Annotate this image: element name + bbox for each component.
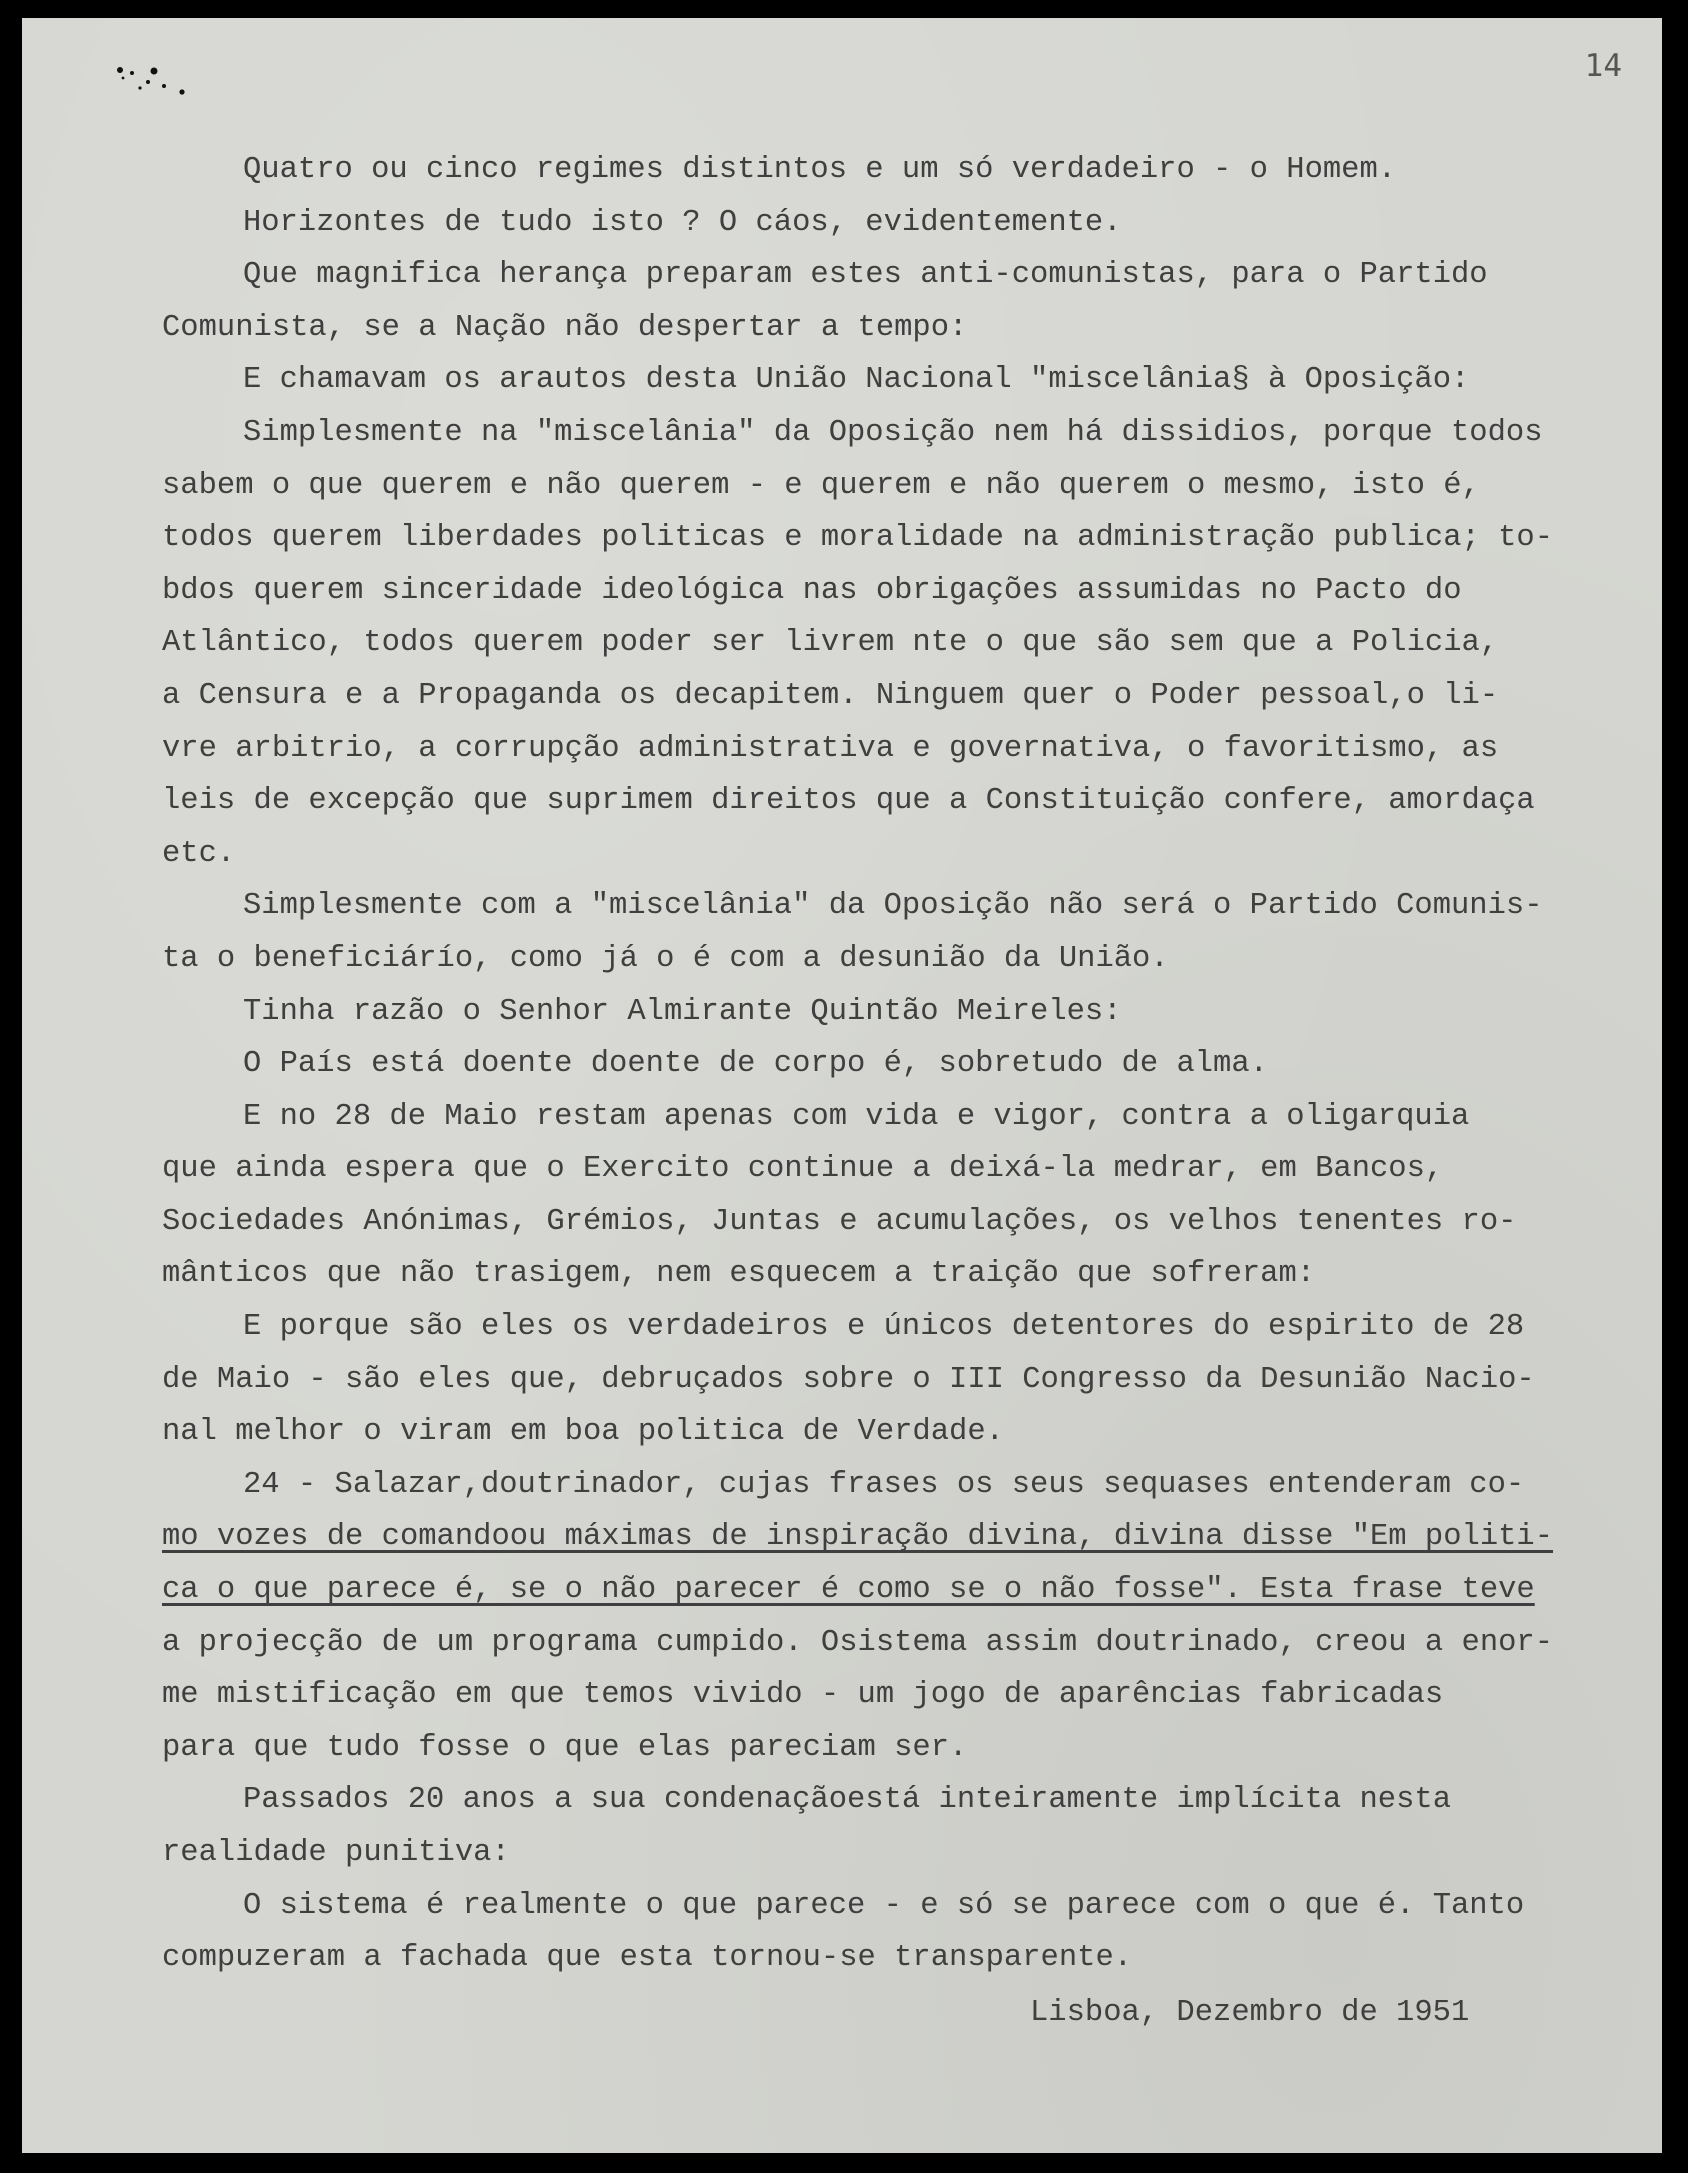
page-number: 14 bbox=[1584, 48, 1622, 84]
text-line: bdos querem sinceridade ideológica nas obrigações assumidas no Pacto do bbox=[162, 573, 1462, 608]
text-line: mo vozes de comandoou máximas de inspiração divina, divina disse "Em politi- bbox=[162, 1520, 1554, 1555]
text-line: E no 28 de Maio restam apenas com vida e vigor, contra a oligarquia bbox=[243, 1099, 1470, 1134]
ink-specks bbox=[112, 58, 252, 118]
text-line: E chamavam os arautos desta União Nacional "miscelânia§ à Oposição: bbox=[243, 363, 1470, 398]
document-page bbox=[22, 18, 1662, 2153]
text-line: ta o beneficiárío, como já o é com a desunião da União. bbox=[162, 941, 1169, 976]
text-line: O País está doente doente de corpo é, sobretudo de alma. bbox=[243, 1047, 1268, 1082]
text-line: sabem o que querem e não querem - e querem e não querem o mesmo, isto é, bbox=[162, 468, 1480, 503]
text-line: Passados 20 anos a sua condenaçãoestá inteiramente implícita nesta bbox=[243, 1783, 1451, 1818]
text-line: de Maio - são eles que, debruçados sobre o III Congresso da Desunião Nacio- bbox=[162, 1362, 1535, 1397]
text-line: me mistificação em que temos vivido - um jogo de aparências fabricadas bbox=[162, 1678, 1444, 1713]
text-line: Quatro ou cinco regimes distintos e um só verdadeiro - o Homem. bbox=[243, 153, 1397, 187]
text-line: que ainda espera que o Exercito continue a deixá-la medrar, em Bancos, bbox=[162, 1152, 1444, 1187]
text-line: ca o que parece é, se o não parecer é como se o não fosse". Esta frase teve bbox=[162, 1573, 1535, 1608]
text-line: O sistema é realmente o que parece - e só se parece com o que é. Tanto bbox=[243, 1888, 1525, 1923]
text-line: Que magnifica herança preparam estes anti-comunistas, para o Partido bbox=[243, 258, 1488, 293]
text-line: para que tudo fosse o que elas pareciam ser. bbox=[162, 1730, 968, 1765]
text-line: Tinha razão o Senhor Almirante Quintão Meireles: bbox=[243, 994, 1122, 1029]
text-line: E porque são eles os verdadeiros e únicos detentores do espirito de 28 bbox=[243, 1310, 1525, 1345]
text-line: compuzeram a fachada que esta tornou-se transparente. bbox=[162, 1941, 1133, 1976]
text-line: Sociedades Anónimas, Grémios, Juntas e acumulações, os velhos tenentes ro- bbox=[162, 1204, 1517, 1239]
text-line: mânticos que não trasigem, nem esquecem a traição que sofreram: bbox=[162, 1257, 1316, 1292]
text-line: a projecção de um programa cumpido. Osistema assim doutrinado, creou a enor- bbox=[162, 1625, 1554, 1660]
typed-text-body bbox=[162, 144, 1682, 1985]
text-line: leis de excepção que suprimem direitos que a Constituição confere, amordaça bbox=[162, 784, 1535, 819]
text-line: realidade punitiva: bbox=[162, 1836, 510, 1870]
text-line: todos querem liberdades politicas e moralidade na administração publica; to- bbox=[162, 521, 1554, 556]
text-line: vre arbitrio, a corrupção administrativa e governativa, o favoritismo, as bbox=[162, 731, 1499, 766]
text-line: nal melhor o viram em boa politica de Verdade. bbox=[162, 1415, 1004, 1450]
text-line: Comunista, se a Nação não despertar a tempo: bbox=[162, 310, 968, 345]
place-date-signature: Lisboa, Dezembro de 1951 bbox=[1030, 1996, 1470, 2030]
text-line: Simplesmente na "miscelânia" da Oposição nem há dissidios, porque todos bbox=[243, 415, 1543, 450]
text-line: Horizontes de tudo isto ? O cáos, evidentemente. bbox=[243, 205, 1122, 240]
text-line: 24 - Salazar,doutrinador, cujas frases os seus sequases entenderam co- bbox=[243, 1467, 1525, 1502]
text-line: etc. bbox=[162, 836, 236, 871]
text-line: Atlântico, todos querem poder ser livrem nte o que são sem que a Policia, bbox=[162, 626, 1499, 661]
text-line: Simplesmente com a "miscelânia" da Oposição não será o Partido Comunis- bbox=[243, 889, 1543, 924]
text-line: a Censura e a Propaganda os decapitem. Ninguem quer o Poder pessoal,o li- bbox=[162, 678, 1499, 713]
